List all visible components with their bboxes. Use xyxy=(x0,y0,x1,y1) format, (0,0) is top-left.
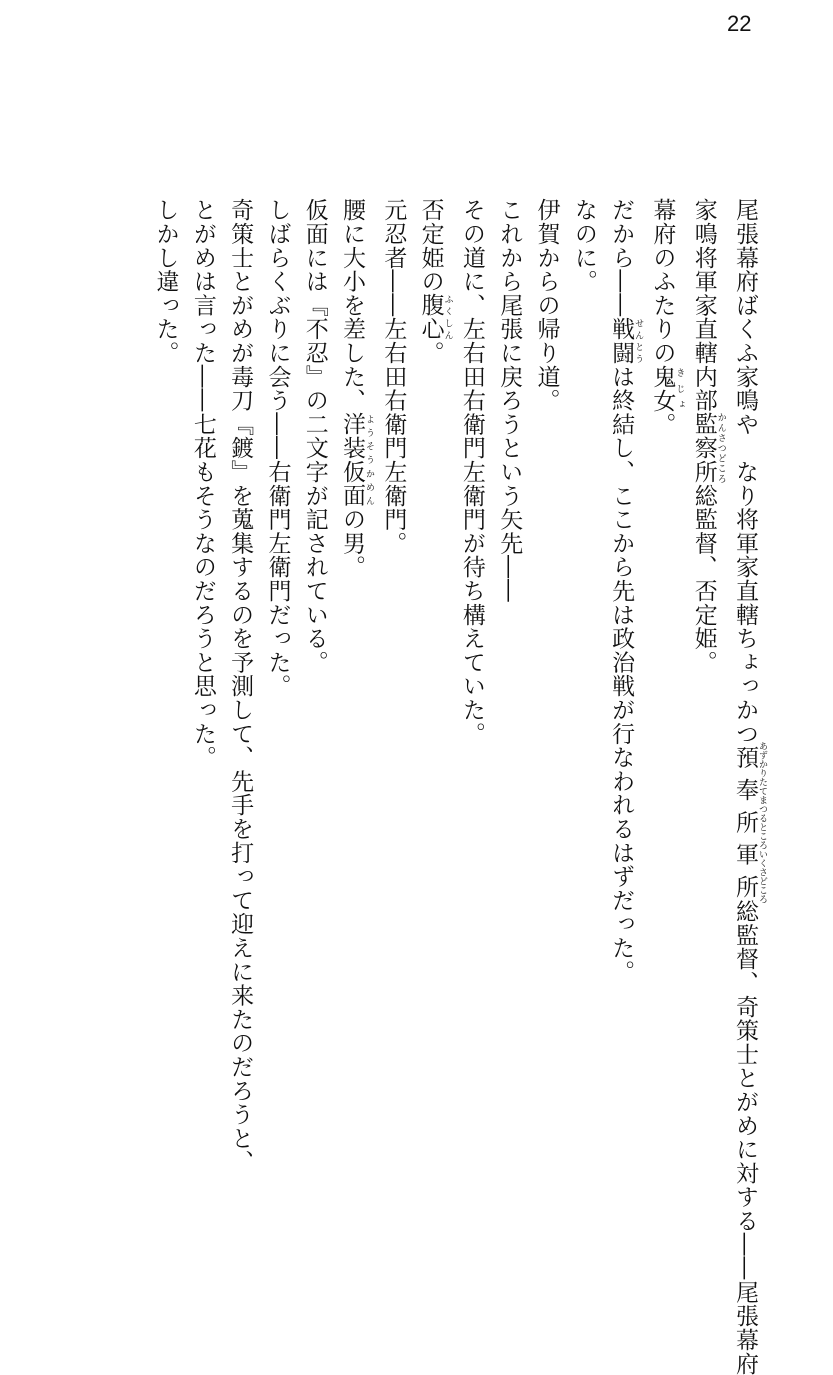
text-line-11: 腰に大小を差した、洋装仮面 ようそうかめんの男。 xyxy=(339,198,375,579)
ruby-word: 洋装仮面 ようそうかめん xyxy=(339,412,375,508)
text-line-9: 否定姫の腹心 ふくしん。 xyxy=(417,198,453,365)
text-line-6: 伊賀からの帰り道。 xyxy=(533,198,560,413)
page-number: 22 xyxy=(727,11,752,36)
text-line-14: 奇策士とがめが毒刀『鍍』を蒐集するのを予測して、先手を打って迎えに来たのだろうと、 xyxy=(227,198,254,1174)
ruby-word: 戦闘 せんとう xyxy=(608,317,644,365)
text-line-8: その道に、左右田右衛門左衛門が待ち構えていた。 xyxy=(458,198,485,746)
text-line-1: 尾張幕府ばくふ家鳴や なり将軍家直轄ちょっかつ預奉所軍所 あずかりたてまつるところいくさどころ総監督、奇策士とがめに対する――尾張幕府 xyxy=(732,198,767,1375)
ruby-word: 監察所 かんさつどころ xyxy=(690,412,726,484)
ruby-word: 預奉所軍所 あずかりたてまつるところいくさどころ xyxy=(732,741,767,904)
text-line-13: しばらくぶりに会う――右衛門左衛門だった。 xyxy=(264,198,291,698)
ruby-word: 鬼女 きじょ xyxy=(649,364,685,413)
ruby-word: 腹心 ふくしん xyxy=(417,293,453,341)
text-line-3: 幕府のふたりの鬼女 きじょ。 xyxy=(649,198,685,437)
text-line-5: なのに。 xyxy=(570,198,597,294)
text-line-15: とがめは言った――七花もそうなのだろうと思った。 xyxy=(189,198,216,770)
text-line-4: だから――戦闘 せんとうは終結し、ここから先は政治戦が行なわれるはずだった。 xyxy=(608,198,644,984)
text-line-16: しかし違った。 xyxy=(152,198,179,365)
text-line-7: これから尾張に戻ろうという矢先―― xyxy=(496,198,523,603)
text-line-12: 仮面には『不忍』の二文字が記されている。 xyxy=(301,198,328,674)
text-line-10: 元忍者――左右田右衛門左衛門。 xyxy=(380,198,407,555)
novel-text-body xyxy=(146,198,767,1375)
text-line-2: 家鳴将軍家直轄内部監察所 かんさつどころ総監督、否定姫。 xyxy=(690,198,726,675)
